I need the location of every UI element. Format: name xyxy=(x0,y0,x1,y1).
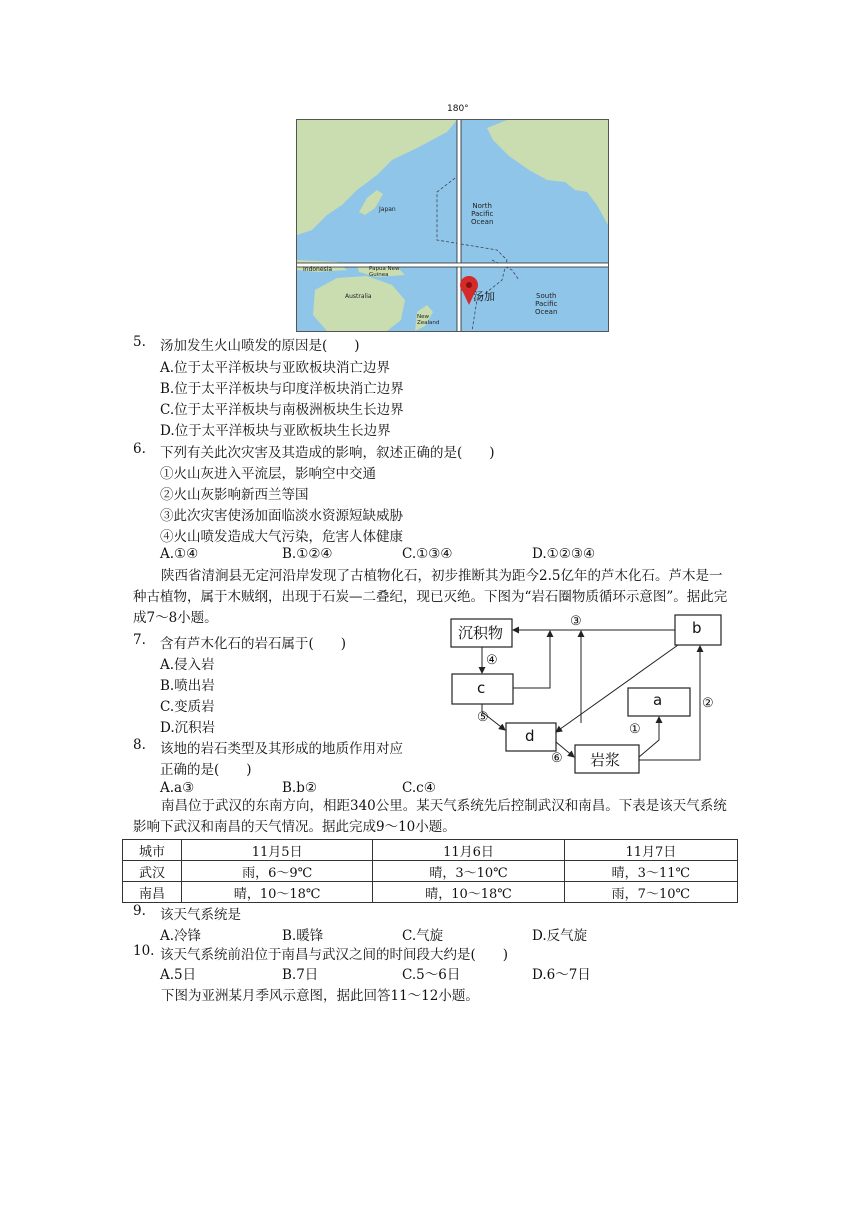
q6-item-2: ②火山灰影响新西兰等国 xyxy=(160,487,309,503)
q6-number: 6. xyxy=(133,441,146,457)
q7-option-d: D.沉积岩 xyxy=(160,720,216,736)
label-sediment: 沉积物 xyxy=(458,624,504,642)
q9-option-b: B.暖锋 xyxy=(282,928,324,944)
arrow-c-to-sediment xyxy=(513,631,550,688)
q7-option-c: C.变质岩 xyxy=(160,699,215,715)
q5-number: 5. xyxy=(133,334,146,350)
intro-7-8: 陕西省清涧县无定河沿岸发现了古植物化石，初步推断其为距今2.5亿年的芦木化石。芦木是一种古植物，属于木贼纲，出现于石炭—二叠纪，现已灭绝。下图为“岩石圈物质循环示意图”。据此完成7～8小题。 xyxy=(133,568,728,626)
table-header: 11月7日 xyxy=(564,840,737,861)
equator-line xyxy=(297,263,608,267)
q8-stem-line2: 正确的是( ) xyxy=(160,762,252,778)
q7-number: 7. xyxy=(133,632,146,648)
label-d: d xyxy=(525,727,535,745)
label-a: a xyxy=(653,691,663,709)
table-header: 11月5日 xyxy=(181,840,372,861)
intro-11-12: 下图为亚洲某月季风示意图，据此回答11～12小题。 xyxy=(161,988,479,1004)
q6-item-1: ①火山灰进入平流层，影响空中交通 xyxy=(160,466,376,482)
q10-number: 10. xyxy=(133,943,155,959)
q9-option-a: A.冷锋 xyxy=(160,928,202,944)
label-n6: ⑥ xyxy=(551,751,563,766)
q6-option-a: A.①④ xyxy=(160,546,199,562)
table-row xyxy=(123,861,738,882)
table-cell: 武汉 xyxy=(123,861,182,882)
arrow-1 xyxy=(639,717,659,757)
q5-option-a: A.位于太平洋板块与亚欧板块消亡边界 xyxy=(160,360,391,376)
q5-option-b: B.位于太平洋板块与印度洋板块消亡边界 xyxy=(160,381,404,397)
table-cell: 雨，7～10℃ xyxy=(564,882,737,903)
label-b: b xyxy=(692,619,702,637)
q8-option-b: B.b② xyxy=(282,780,317,796)
label-n2: ② xyxy=(702,696,714,711)
q9-stem: 该天气系统是 xyxy=(160,907,241,923)
intro-9-10: 南昌位于武汉的东南方向，相距340公里。某天气系统先后控制武汉和南昌。下表是该天气系统影响下武汉和南昌的天气情况。据此完成9～10小题。 xyxy=(133,798,727,835)
meridian-180-line xyxy=(457,120,461,331)
weather-table xyxy=(122,839,738,903)
map-label-south-pacific: South Pacific Ocean xyxy=(535,292,558,316)
tonga-location-map xyxy=(296,119,609,332)
map-label-north-pacific: North Pacific Ocean xyxy=(471,202,494,226)
table-cell: 晴，3～10℃ xyxy=(373,861,564,882)
table-header: 城市 xyxy=(123,840,182,861)
q8-option-c: C.c④ xyxy=(402,780,436,796)
map-label-indonesia: Indonesia xyxy=(303,266,333,273)
q7-option-a: A.侵入岩 xyxy=(160,657,215,673)
rock-cycle-diagram xyxy=(446,610,736,785)
map-label-new-zealand: New Zealand xyxy=(417,314,440,326)
q8-number: 8. xyxy=(133,737,146,753)
table-cell: 晴，10～18℃ xyxy=(181,882,372,903)
longitude-label: 180° xyxy=(447,104,469,114)
q6-item-4: ④火山喷发造成大气污染，危害人体健康 xyxy=(160,529,403,545)
q9-option-c: C.气旋 xyxy=(402,928,444,944)
q9-option-d: D.反气旋 xyxy=(532,928,588,944)
table-cell: 晴，3～11℃ xyxy=(564,861,737,882)
map-label-tonga: 汤加 xyxy=(473,290,495,303)
q10-option-c: C.5～6日 xyxy=(402,967,461,983)
table-header: 11月6日 xyxy=(373,840,564,861)
q6-option-c: C.①③④ xyxy=(402,546,453,562)
q8-option-a: A.a③ xyxy=(160,780,195,796)
q6-item-3: ③此次灾害使汤加面临淡水资源短缺威胁 xyxy=(160,508,403,524)
table-cell: 晴，10～18℃ xyxy=(373,882,564,903)
q7-stem: 含有芦木化石的岩石属于( ) xyxy=(160,636,347,652)
q6-option-b: B.①②④ xyxy=(282,546,333,562)
map-label-australia: Australia xyxy=(345,293,372,300)
q8-stem-line1: 该地的岩石类型及其形成的地质作用对应 xyxy=(160,741,403,757)
table-cell: 雨，6～9℃ xyxy=(181,861,372,882)
q10-option-d: D.6～7日 xyxy=(532,967,591,983)
label-n3: ③ xyxy=(570,614,582,629)
q6-stem: 下列有关此次灾害及其造成的影响，叙述正确的是( ) xyxy=(160,445,495,461)
table-header-row xyxy=(123,840,738,861)
label-c: c xyxy=(477,679,486,697)
table-cell: 南昌 xyxy=(123,882,182,903)
q10-stem: 该天气系统前沿位于南昌与武汉之间的时间段大约是( ) xyxy=(160,947,509,963)
table-row xyxy=(123,882,738,903)
map-label-japan: Japan xyxy=(379,206,396,213)
label-n5: ⑤ xyxy=(477,710,489,725)
map-label-png: Papua New Guinea xyxy=(369,266,400,278)
q9-number: 9. xyxy=(133,903,146,919)
label-magma: 岩浆 xyxy=(590,751,621,769)
q10-option-b: B.7日 xyxy=(282,967,319,983)
q10-option-a: A.5日 xyxy=(160,967,197,983)
q5-stem: 汤加发生火山喷发的原因是( ) xyxy=(160,338,360,354)
label-n1: ① xyxy=(629,722,641,737)
q7-option-b: B.喷出岩 xyxy=(160,678,215,694)
q5-option-c: C.位于太平洋板块与南极洲板块生长边界 xyxy=(160,402,404,418)
label-n4: ④ xyxy=(486,653,498,668)
q5-option-d: D.位于太平洋板块与亚欧板块生长边界 xyxy=(160,423,391,439)
q6-option-d: D.①②③④ xyxy=(532,546,596,562)
